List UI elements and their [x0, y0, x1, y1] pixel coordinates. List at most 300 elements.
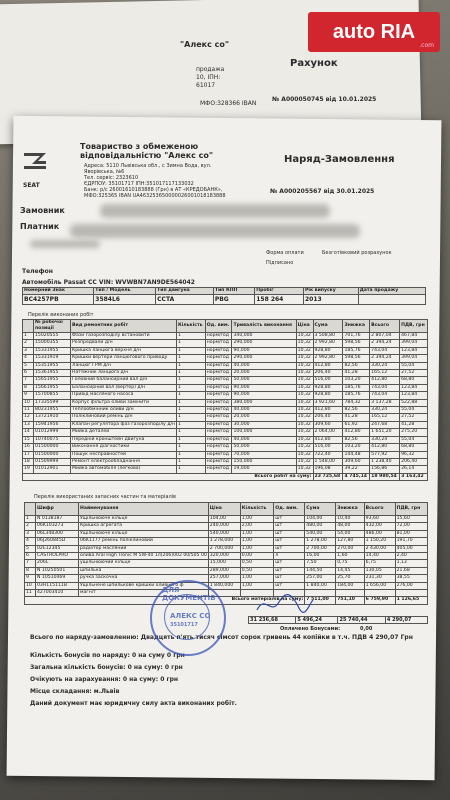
table-cell: 1 278,00	[305, 538, 336, 545]
table-cell: 1	[176, 333, 205, 340]
payment-form-value: Безготівковий розрахунок	[322, 250, 392, 256]
table-cell: 01500000	[34, 451, 71, 458]
table-cell: 100,000	[232, 429, 296, 436]
table-cell: 30,000	[232, 421, 296, 428]
table-cell: 14,45	[336, 567, 364, 574]
table-cell: 15661955	[34, 384, 71, 391]
bonus-total: Загальна кількість бонусів: 0 на суму: 0 грн	[30, 664, 183, 671]
table-cell: 10,32	[296, 421, 313, 428]
table-cell: 399,04	[400, 355, 428, 362]
table-cell: 2,40	[395, 553, 427, 560]
table-cell: норм/год	[205, 414, 232, 421]
table-cell: 1	[176, 377, 205, 384]
table-cell: норм/год	[205, 421, 232, 428]
table-cell: 7,50	[305, 560, 336, 567]
doc-title: Наряд-Замовлення	[284, 154, 395, 165]
table-cell: 1 840,00	[305, 582, 336, 589]
table-cell: норм/год	[205, 377, 232, 384]
works-header: Знижка	[343, 320, 370, 333]
table-cell: 123,84	[400, 384, 428, 391]
table-cell: Мийка деталей	[71, 429, 177, 436]
table-cell: 7	[23, 377, 34, 384]
table-cell: 2,00	[240, 523, 273, 530]
works-header: № робочої позиції	[34, 320, 71, 333]
company-mfo: МФО:325365 IBAN UA463253650000026001018183888	[84, 193, 226, 199]
parts-header: Знижка	[336, 503, 364, 516]
table-cell: шт	[274, 575, 305, 582]
table-cell: радіатор масляний	[79, 545, 209, 552]
works-table	[22, 319, 428, 481]
total-cell: 18 980,54	[370, 473, 400, 480]
table-cell: 1	[176, 347, 205, 354]
watermark-domain: .com	[419, 42, 434, 49]
table-cell: 16	[23, 444, 34, 451]
table-cell: 25,70	[336, 575, 364, 582]
table-cell: Кришка агрегата	[79, 523, 209, 530]
table-cell: 13	[23, 421, 34, 428]
table-cell: 467,84	[400, 333, 428, 340]
total-cell: 3 163,42	[400, 473, 428, 480]
total-cell: 1 126,65	[395, 597, 427, 604]
table-row	[23, 414, 428, 421]
stamp-text: ДЛЯ ДОКУМЕНТІВ	[162, 586, 216, 602]
gearbox-value: PBG	[213, 295, 254, 305]
invoice-number: № А000050745 від 10.01.2025	[272, 96, 377, 103]
table-cell: 412,80	[370, 444, 400, 451]
table-cell: 743,04	[370, 347, 400, 354]
table-cell: 10,32	[296, 451, 313, 458]
table-cell: 540,000	[208, 530, 240, 537]
table-cell: 412,80	[313, 436, 343, 443]
table-cell	[364, 590, 395, 597]
table-cell: 191,70	[395, 538, 427, 545]
table-cell: 330,24	[370, 362, 400, 369]
table-cell: 598,56	[343, 340, 370, 347]
table-cell: 1,00	[240, 516, 273, 523]
table-cell: Ущільнене шпилькове кришки оливного ф	[79, 582, 209, 589]
amount-in-words: Всього по наряду-замовленню: Двадцять п'ять тисяч сімсот сорок гривень 44 копійки в т.ч. ПДВ 4 290,07 Грн	[30, 634, 413, 641]
vehicle-value-row	[23, 295, 426, 305]
table-cell: 290,000	[232, 355, 296, 362]
table-cell: 1,00	[240, 538, 273, 545]
table-row	[23, 466, 428, 473]
table-cell: шпилька	[79, 567, 209, 574]
total-row	[25, 597, 428, 604]
table-cell: 1	[176, 362, 205, 369]
vehicle-header: Тип КПП	[213, 288, 254, 295]
table-cell: 68,80	[400, 444, 428, 451]
table-row	[25, 575, 428, 582]
paid-bonus-value: 0,00	[360, 626, 373, 632]
table-cell: 928,80	[313, 392, 343, 399]
table-cell: 103,20	[343, 377, 370, 384]
table-cell: 54,00	[336, 530, 364, 537]
table-cell: 257,00	[305, 575, 336, 582]
phone-redacted	[30, 240, 100, 248]
table-cell: 2 992,80	[313, 340, 343, 347]
table-cell: 412,80	[370, 377, 400, 384]
table-cell: 19,000	[232, 466, 296, 473]
table-row	[25, 582, 428, 589]
table-cell: норм/год	[205, 392, 232, 399]
table-cell: 1,60	[336, 553, 364, 560]
table-row	[23, 370, 428, 377]
table-cell: 15331955	[34, 347, 71, 354]
table-cell: Розпредвали д/н	[71, 340, 177, 347]
table-cell: 20,000	[232, 370, 296, 377]
table-cell: 104,00	[305, 516, 336, 523]
engine-value: CCTA	[156, 295, 214, 305]
table-cell: 522,88	[400, 399, 428, 406]
table-cell: Головний балансирний вал д/н	[71, 377, 177, 384]
parts-caption: Перелік використаних запасних частин та матеріалів	[34, 494, 176, 500]
table-cell: 55,04	[400, 407, 428, 414]
vehicle-header: Дата продажу	[358, 288, 425, 295]
table-cell: 7	[25, 560, 36, 567]
table-cell: 1,00	[240, 530, 273, 537]
table-cell: 15941956	[34, 421, 71, 428]
table-cell: 928,80	[313, 347, 343, 354]
table-cell: 2 992,80	[313, 355, 343, 362]
table-cell: 2 430,00	[364, 545, 395, 552]
signature-icon	[255, 592, 315, 617]
table-cell: 10,32	[296, 384, 313, 391]
grand-total-discount: 5 496,24	[296, 617, 338, 624]
total-cell: 23 725,68	[313, 473, 343, 480]
table-cell: 81,00	[395, 530, 427, 537]
table-row	[23, 392, 428, 399]
table-cell: норм/год	[205, 355, 232, 362]
table-cell: 1,13	[395, 560, 427, 567]
table-row	[23, 377, 428, 384]
table-cell: 82,56	[343, 436, 370, 443]
customer-label: Замовник	[20, 206, 65, 215]
table-cell: шт	[274, 560, 305, 567]
table-cell: 290,000	[232, 340, 296, 347]
table-cell: 2 064,00	[313, 429, 343, 436]
table-cell: 486,00	[364, 530, 395, 537]
seat-logo-icon	[20, 150, 50, 176]
table-cell: 70,000	[232, 451, 296, 458]
table-cell: 1 840,000	[208, 582, 240, 589]
table-row	[23, 429, 428, 436]
table-cell: 01500000	[34, 444, 71, 451]
table-cell: 1 651,20	[370, 429, 400, 436]
table-row	[23, 421, 428, 428]
table-row	[23, 347, 428, 354]
vehicle-header: Рік випуску	[304, 288, 359, 295]
table-cell: 40,000	[232, 362, 296, 369]
table-cell: 1	[176, 436, 205, 443]
table-cell: норм/год	[205, 370, 232, 377]
table-cell: 10,32	[296, 407, 313, 414]
table-cell: 90,000	[232, 392, 296, 399]
table-cell: 41,28	[343, 414, 370, 421]
table-cell: 2	[23, 340, 34, 347]
table-cell: 10740075	[34, 436, 71, 443]
payer-redacted	[70, 224, 360, 238]
table-cell: 17	[23, 451, 34, 458]
table-cell: норм/год	[205, 399, 232, 406]
table-cell: 01012999	[34, 429, 71, 436]
parts-header: Шифр	[36, 503, 79, 516]
table-cell: N 0138187	[36, 516, 79, 523]
table-cell: норм/год	[205, 444, 232, 451]
table-cell: 257,000	[208, 575, 240, 582]
table-cell	[395, 590, 427, 597]
paid-bonus-label: Оплачено Бонусами:	[280, 626, 341, 632]
table-cell: 03H115111B	[36, 582, 79, 589]
works-header: Од. вим.	[205, 320, 232, 333]
table-cell: 10,32	[296, 429, 313, 436]
grand-total-row	[249, 617, 428, 624]
table-cell: 8	[23, 384, 34, 391]
table-cell: ручка заскочна	[79, 575, 209, 582]
table-cell: 10,32	[296, 436, 313, 443]
table-cell: 165,12	[370, 414, 400, 421]
table-cell: 15700855	[34, 392, 71, 399]
table-cell: 68,80	[400, 377, 428, 384]
total-label: Всього робіт на суму:	[23, 473, 314, 480]
watermark-brand: auto RIA	[332, 20, 416, 43]
table-cell: 15020555	[34, 333, 71, 340]
table-cell: 1	[176, 444, 205, 451]
table-cell: шт	[274, 530, 305, 537]
table-cell: 103,20	[343, 444, 370, 451]
table-cell: 15,60	[395, 516, 427, 523]
table-cell: 93,60	[364, 516, 395, 523]
table-row	[25, 516, 428, 523]
table-cell: 19	[23, 466, 34, 473]
table-row	[23, 384, 428, 391]
parts-header: ПДВ, грн	[395, 503, 427, 516]
table-cell: 1 548,00	[313, 458, 343, 465]
stamp-company: АЛЕКС СО	[170, 612, 211, 620]
grand-total-vat: 4 290,07	[385, 617, 427, 624]
table-row	[25, 530, 428, 537]
table-cell: Клапан регулятора фаз газорозподілу д/н	[72, 421, 175, 427]
table-cell: 2 807,04	[370, 333, 400, 340]
table-cell: 15331919	[34, 355, 71, 362]
vehicle-header: Тип двигуна	[156, 288, 214, 295]
table-cell: норм/год	[205, 466, 232, 473]
parts-table	[24, 502, 428, 605]
vehicle-header: Тип / Модель	[94, 288, 156, 295]
works-header-num	[23, 320, 34, 333]
table-cell: 247,68	[370, 421, 400, 428]
table-cell: норм/год	[205, 429, 232, 436]
parts-header: Всього	[364, 503, 395, 516]
table-cell: 50,000	[232, 444, 296, 451]
table-row	[23, 407, 428, 414]
table-cell: 185,76	[343, 384, 370, 391]
vehicle-table	[22, 287, 426, 305]
table-cell: 130,05	[364, 567, 395, 574]
table-cell: 1 656,00	[364, 582, 395, 589]
table-cell: 480,00	[305, 523, 336, 530]
table-cell: магніт	[79, 590, 209, 597]
table-cell: 10,32	[296, 355, 313, 362]
table-cell	[336, 590, 364, 597]
table-cell: оливa Aral High Tronic M 5W-40 1л(206)002 00/505 00	[80, 553, 207, 559]
parts-header: Ціна	[208, 503, 240, 516]
table-row	[23, 444, 428, 451]
back-line-2: 10, ІПН:	[196, 74, 221, 81]
table-row	[25, 538, 428, 545]
table-cell: 16,00	[305, 553, 336, 560]
table-cell: 10,32	[296, 458, 313, 465]
table-cell: 11	[25, 590, 36, 597]
table-cell: 516,00	[313, 377, 343, 384]
total-cell: 4 745,14	[343, 473, 370, 480]
autoria-watermark	[308, 12, 440, 52]
table-cell: 123,84	[400, 347, 428, 354]
table-cell: 184,00	[336, 582, 364, 589]
total-cell: 7 511,00	[305, 597, 336, 604]
table-cell: 10,32	[296, 340, 313, 347]
table-cell: 1	[176, 466, 205, 473]
table-cell: 206,40	[313, 414, 343, 421]
table-cell: Поліклиновий ремінь д/н	[71, 414, 177, 421]
table-cell: норм/год	[205, 436, 232, 443]
table-cell: 185,76	[343, 392, 370, 399]
table-cell: 144,50	[305, 567, 336, 574]
total-cell: 751,10	[336, 597, 364, 604]
place: Місце складання: м.Львів	[30, 688, 120, 695]
table-cell: Ущільнююче кільце	[79, 530, 209, 537]
table-row	[23, 355, 428, 362]
table-cell: 40,000	[232, 407, 296, 414]
doc-number: № А000205567 від 30.01.2025	[270, 188, 375, 195]
table-cell: 412,80	[343, 429, 370, 436]
table-cell: 82,56	[343, 362, 370, 369]
parts-header-num	[25, 503, 36, 516]
table-cell: 2 394,24	[370, 340, 400, 347]
parts-header: Од. вим.	[274, 503, 305, 516]
works-header: Ціна	[296, 320, 313, 333]
table-cell: Кришки вертери ланцюгового приводу	[71, 355, 177, 362]
table-cell: 270,00	[336, 545, 364, 552]
table-cell: 1 150,20	[364, 538, 395, 545]
table-cell: 399,04	[400, 340, 428, 347]
table-cell: Ущільнююче кільце	[79, 516, 209, 523]
table-cell: Ремонт електрообладнання	[71, 458, 177, 465]
table-cell: 405,00	[395, 545, 427, 552]
table-cell: 598,56	[343, 355, 370, 362]
table-cell: шт	[274, 538, 305, 545]
table-cell: 0,50	[240, 567, 273, 574]
back-line-1: продажа	[196, 66, 225, 73]
table-cell: 1	[176, 458, 205, 465]
table-cell: Натяжник ланцюга д/н	[71, 370, 177, 377]
vehicle-header: Номерний Знак	[23, 288, 94, 295]
table-row	[23, 399, 428, 406]
table-cell: 10,32	[296, 333, 313, 340]
bonus-credited: Очікують на зарахування: 0 на суму: 0 грн	[30, 676, 179, 683]
table-cell: 90,000	[232, 384, 296, 391]
table-cell: 90,000	[232, 347, 296, 354]
table-cell: 2 394,24	[370, 355, 400, 362]
table-cell: 1	[176, 414, 205, 421]
table-cell: 15651955	[34, 377, 71, 384]
table-cell: 123,84	[400, 392, 428, 399]
total-row	[23, 473, 428, 480]
table-cell: CASTROLPRO	[36, 553, 79, 560]
table-cell: норм/год	[205, 340, 232, 347]
table-cell: 743,04	[370, 392, 400, 399]
table-cell: 14,40	[364, 553, 395, 560]
model-value: 3584L6	[94, 295, 156, 305]
table-cell: Фази газорозподілу встановити	[71, 333, 177, 340]
table-cell: 1,00	[240, 582, 273, 589]
table-cell: 82,56	[343, 407, 370, 414]
table-cell: л	[274, 553, 305, 560]
table-cell: 206,40	[313, 370, 343, 377]
company-name: Товариство з обмеженою відповідальністю "Алекс со"	[80, 142, 214, 160]
table-cell: 40,000	[232, 436, 296, 443]
table-cell: 06K1177 ремінь поліклиновий	[79, 538, 209, 545]
table-cell: 1	[176, 355, 205, 362]
works-header: ПДВ, грн	[400, 320, 428, 333]
table-cell: Передній кронштейн двигуна	[71, 436, 177, 443]
table-cell: 144,48	[343, 451, 370, 458]
table-cell: 80231955	[34, 407, 71, 414]
table-cell: 9	[25, 575, 36, 582]
table-cell: 11	[23, 407, 34, 414]
table-cell: 41,28	[400, 421, 428, 428]
vehicle-header-row	[23, 288, 426, 295]
table-cell: 10,32	[296, 377, 313, 384]
table-row	[23, 451, 428, 458]
company-address: Адреса: 5110 Львівська обл., с Зимна Вода, вул. Яворівська, №6	[84, 163, 212, 175]
table-cell: 6	[25, 553, 36, 560]
table-cell: 309,60	[313, 421, 343, 428]
table-cell: 165,12	[370, 370, 400, 377]
table-cell: 39,22	[343, 466, 370, 473]
works-header-row	[23, 320, 428, 333]
table-row	[25, 567, 428, 574]
table-cell: 48,00	[336, 523, 364, 530]
table-cell: 38,55	[395, 575, 427, 582]
table-cell: 06L348300	[36, 530, 79, 537]
table-cell: 701,76	[343, 333, 370, 340]
mileage-value: 158 264	[255, 295, 304, 305]
table-cell: 185,76	[343, 347, 370, 354]
sale-date-value	[358, 295, 425, 305]
table-cell: 320,000	[208, 553, 240, 560]
total-cell: 6 759,90	[364, 597, 395, 604]
table-cell: 1	[176, 451, 205, 458]
table-cell: Ланцюг ГРМ д/н	[71, 362, 177, 369]
phone-label: Телефон	[22, 268, 53, 275]
parts-header: Найменування	[79, 503, 209, 516]
table-cell: 55,04	[400, 362, 428, 369]
table-cell: 231,30	[364, 575, 395, 582]
table-cell: 1 278,000	[208, 538, 240, 545]
table-cell: 4	[23, 355, 34, 362]
table-cell: 330,24	[370, 436, 400, 443]
table-cell: Виконання діагностики	[71, 444, 177, 451]
table-cell: 0,75	[336, 560, 364, 567]
table-cell: 330,24	[370, 407, 400, 414]
table-cell: 577,92	[370, 451, 400, 458]
table-row	[23, 436, 428, 443]
table-cell: Кришка ланцюга верхня д/н	[71, 347, 177, 354]
table-cell: 1	[176, 421, 205, 428]
signer-label: Підписано	[266, 260, 294, 266]
invoice-title: Рахунок	[290, 58, 338, 69]
table-cell: 1	[176, 384, 205, 391]
